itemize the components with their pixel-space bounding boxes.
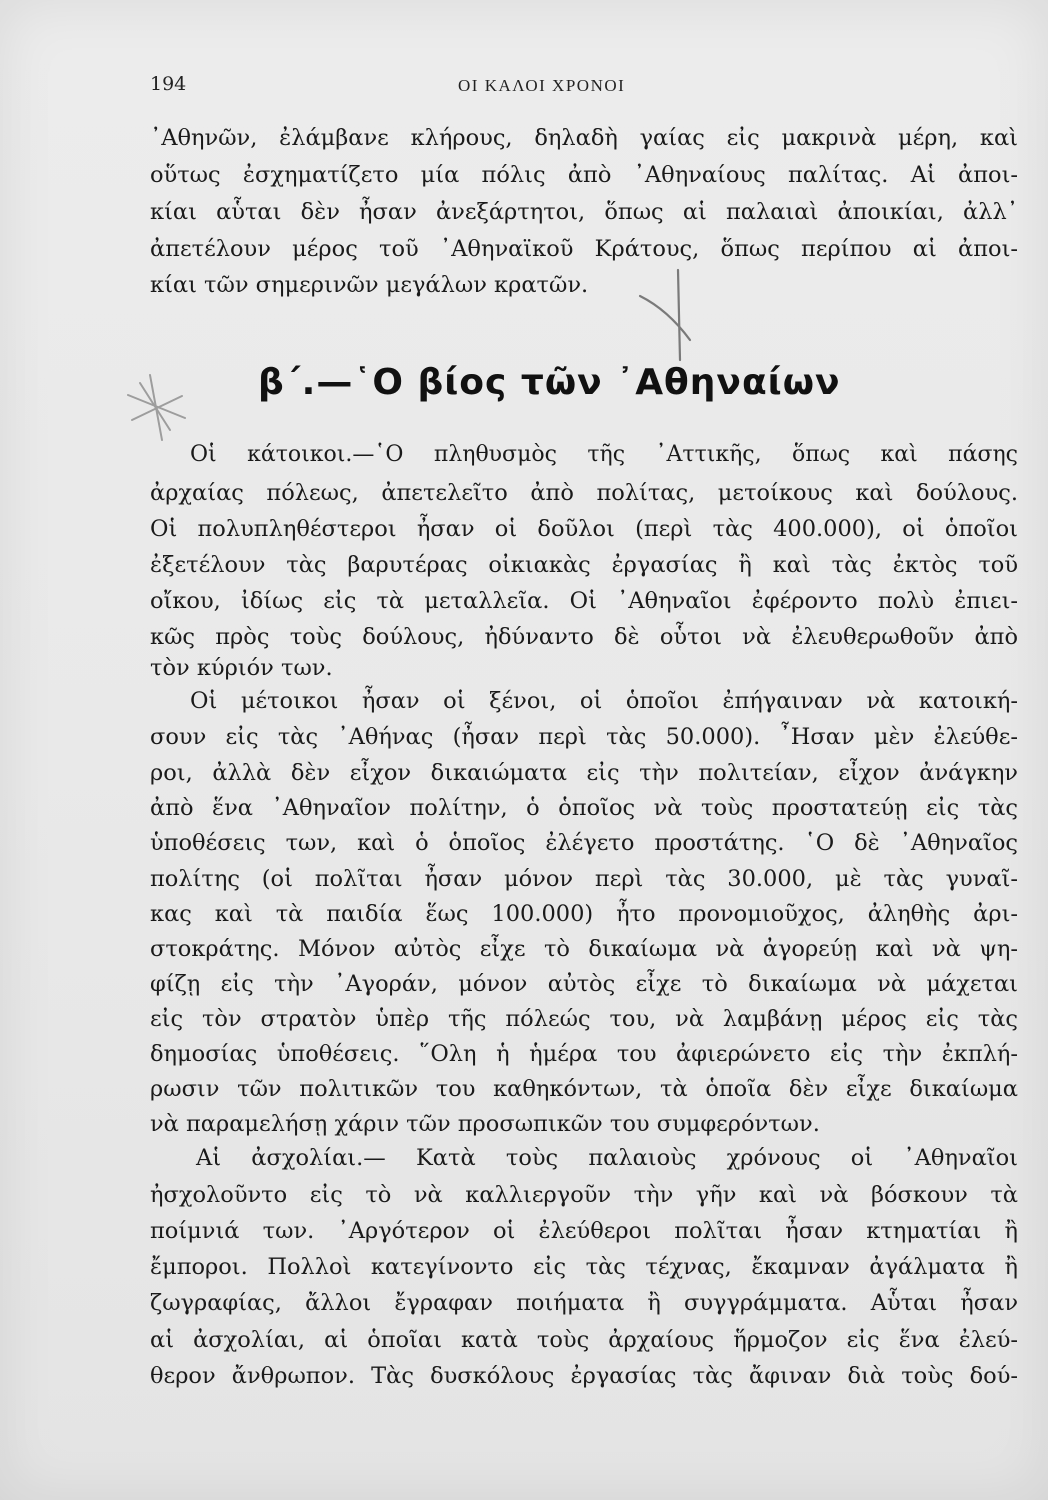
body-line: ἀπὸ ἕνα ᾿Αθηναῖον πολίτην, ὁ ὁποῖος νὰ τοὺς προστατεύῃ εἰς τὰς (150, 795, 1018, 821)
body-line: κῶς πρὸς τοὺς δούλους, ἠδύναντο δὲ οὗτοι νὰ ἐλευθερωθοῦν ἀπὸ (150, 624, 1018, 650)
intro-line: ᾿Αθηνῶν, ἐλάμβανε κλήρους, δηλαδὴ γαίας εἰς μακρινὰ μέρη, καὶ (150, 125, 1018, 151)
body-line: τὸν κύριόν των. (150, 655, 333, 681)
intro-line: κίαι τῶν σημερινῶν μεγάλων κρατῶν. (150, 272, 589, 298)
section-heading: β΄.—῾Ο βίος τῶν ᾿Αθηναίων (258, 362, 841, 403)
intro-line: οὕτως ἐσχηματίζετο μία πόλις ἀπὸ ᾿Αθηναίους παλίτας. Αἱ ἀποι- (150, 162, 1018, 188)
body-line: ροι, ἀλλὰ δὲν εἶχον δικαιώματα εἰς τὴν πολιτείαν, εἶχον ἀνάγκην (150, 760, 1018, 786)
body-line: Οἱ μέτοικοι ἦσαν οἱ ξένοι, οἱ ὁποῖοι ἐπήγαιναν νὰ κατοική- (190, 688, 1018, 714)
body-line: πολίτης (οἱ πολῖται ἦσαν μόνον περὶ τὰς 30.000, μὲ τὰς γυναῖ- (150, 866, 1018, 892)
body-line: ποίμνιά των. ᾿Αργότερον οἱ ἐλεύθεροι πολῖται ἦσαν κτηματίαι ἢ (150, 1218, 1018, 1244)
body-line: αἱ ἀσχολίαι, αἱ ὁποῖαι κατὰ τοὺς ἀρχαίους ἥρμοζον εἰς ἕνα ἐλεύ- (150, 1327, 1018, 1353)
body-line: ἠσχολοῦντο εἰς τὸ νὰ καλλιεργοῦν τὴν γῆν καὶ νὰ βόσκουν τὰ (150, 1182, 1018, 1208)
body-line: Οἱ κάτοικοι.—῾Ο πληθυσμὸς τῆς ᾿Αττικῆς, ὅπως καὶ πάσης (190, 442, 1018, 467)
body-line: νὰ παραμελήσῃ χάριν τῶν προσωπικῶν του συμφερόντων. (150, 1111, 820, 1137)
body-line: ἀρχαίας πόλεως, ἀπετελεῖτο ἀπὸ πολίτας, μετοίκους καὶ δούλους. (150, 480, 1018, 506)
body-line: ζωγραφίας, ἄλλοι ἔγραφαν ποιήματα ἢ συγγράμματα. Αὗται ἦσαν (150, 1290, 1018, 1316)
body-line: ἔμποροι. Πολλοὶ κατεγίνοντο εἰς τὰς τέχνας, ἔκαμναν ἀγάλματα ἢ (150, 1254, 1018, 1280)
body-line: σουν εἰς τὰς ᾿Αθήνας (ἦσαν περὶ τὰς 50.000). ῏Ησαν μὲν ἐλεύθε- (150, 724, 1018, 750)
body-line: φίζῃ εἰς τὴν ᾿Αγοράν, μόνον αὐτὸς εἶχε τὸ δικαίωμα νὰ μάχεται (150, 971, 1018, 997)
body-line: ρωσιν τῶν πολιτικῶν του καθηκόντων, τὰ ὁποῖα δὲν εἶχε δικαίωμα (150, 1076, 1018, 1102)
body-line: οἴκου, ἰδίως εἰς τὰ μεταλλεῖα. Οἱ ᾿Αθηναῖοι ἐφέροντο πολὺ ἐπιει- (150, 588, 1018, 614)
page-number: 194 (150, 73, 187, 95)
body-line: εἰς τὸν στρατὸν ὑπὲρ τῆς πόλεώς του, νὰ λαμβάνῃ μέρος εἰς τὰς (150, 1006, 1018, 1032)
body-line: στοκράτης. Μόνον αὐτὸς εἶχε τὸ δικαίωμα νὰ ἀγορεύῃ καὶ νὰ ψη- (150, 936, 1018, 962)
body-line: κας καὶ τὰ παιδία ἕως 100.000) ἦτο προνομιοῦχος, ἀληθὴς ἀρι- (150, 901, 1018, 927)
pencil-star-mark (128, 375, 185, 440)
body-line: ὑποθέσεις των, καὶ ὁ ὁποῖος ἐλέγετο προστάτης. ῾Ο δὲ ᾿Αθηναῖος (150, 830, 1018, 856)
body-line: δημοσίας ὑποθέσεις. ῞Ολη ἡ ἡμέρα του ἀφιερώνετο εἰς τὴν ἐκπλή- (150, 1041, 1018, 1067)
body-line: Οἱ πολυπληθέστεροι ἦσαν οἱ δοῦλοι (περὶ τὰς 400.000), οἱ ὁποῖοι (150, 516, 1018, 542)
intro-line: ἀπετέλουν μέρος τοῦ ᾿Αθηναϊκοῦ Κράτους, ὅπως περίπου αἱ ἀποι- (150, 236, 1018, 262)
body-line: Αἱ ἀσχολίαι.— Κατὰ τοὺς παλαιοὺς χρόνους οἱ ᾿Αθηναῖοι (196, 1145, 1018, 1171)
running-title: ΟΙ ΚΑΛΟΙ ΧΡΟΝΟΙ (458, 76, 626, 95)
pencil-cross-mark (640, 270, 690, 360)
body-line: θερον ἄνθρωπον. Τὰς δυσκόλους ἐργασίας τὰς ἄφιναν διὰ τοὺς δού- (150, 1363, 1018, 1389)
intro-line: κίαι αὗται δὲν ἦσαν ἀνεξάρτητοι, ὅπως αἱ παλαιαὶ ἀποικίαι, ἀλλ᾿ (150, 199, 1018, 225)
body-line: ἐξετέλουν τὰς βαρυτέρας οἰκιακὰς ἐργασίας ἢ καὶ τὰς ἐκτὸς τοῦ (150, 552, 1018, 578)
